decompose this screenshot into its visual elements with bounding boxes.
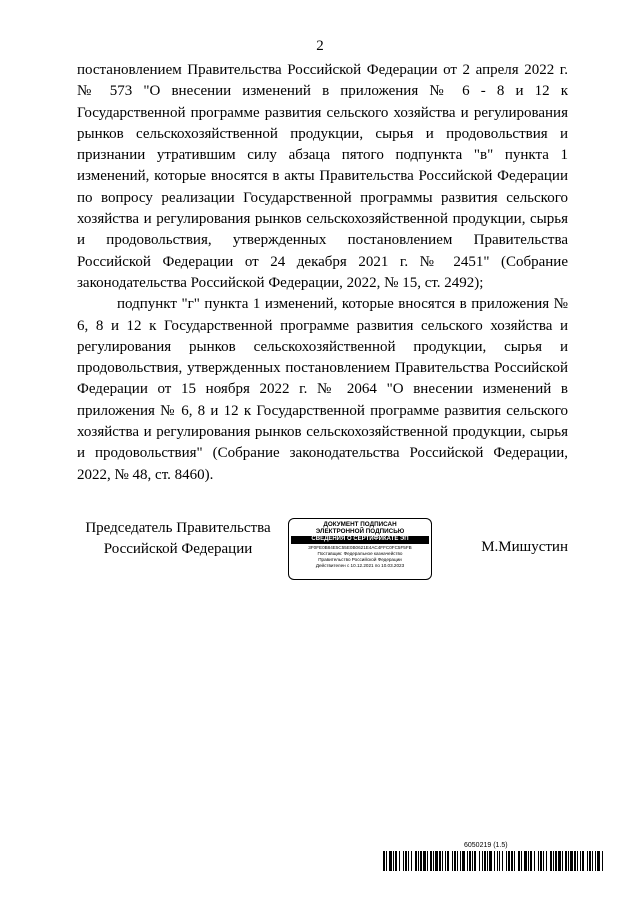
barcode-bar [602,851,603,871]
stamp-title-line-2: ЭЛЕКТРОННОЙ ПОДПИСЬЮ [315,528,405,535]
signatory-name: М.Мишустин [481,539,568,555]
stamp-issuer: Поставщик: Федеральное казначейство [317,550,403,556]
electronic-signature-stamp [288,518,432,580]
paragraph-1: постановлением Правительства Российской Федерации от 2 апреля 2022 г. № 573 "О внесении изменений в приложения № 6 - 8 и 12 к Государственной программе развития сельского хозяйства и регулирования рынков сельскохозяйственной продукции, сырья и продовольствия и признании утратившим силу абзаца пятого подпункта "в" пункта 1 изменений, которые вносятся в акты Правительства Российской Федерации по вопросу реализации Государственной программы развития сельского хозяйства и регулирования рынков сельскохозяйственной продукции, сырья и продовольствия, утвержденных постановлением Правительства Российской Федерации от 24 декабря 2021 г. № 2451" (Собрание законодательства Российской Федерации, 2022, № 15, ст. 2492); [77,62,568,291]
stamp-validity: Действителен с 10.12.2021 по 10.03.2023 [315,562,405,568]
page-number: 2 [316,38,324,54]
barcode [383,851,605,871]
signatory-position [78,518,278,560]
stamp-header: СВЕДЕНИЯ О СЕРТИФИКАТЕ ЭП [291,536,429,544]
stamp-serial: 3F0FE0B84E5C55E0B0621E4AC4FFC0FC5F5FB [308,544,412,550]
stamp-title-line-1: ДОКУМЕНТ ПОДПИСАН [323,521,397,528]
document-body [77,60,568,486]
signatory-position-line-2: Российской Федерации [103,541,253,557]
paragraph-2: подпункт "г" пункта 1 изменений, которые вносятся в приложения № 6, 8 и 12 к Государственной программе развития сельского хозяйства и регулирования рынков сельскохозяйственной продукции, сырья и продовольствия, утвержденных постановлением Правительства Российской Федерации от 15 ноября 2022 г. № 2064 "О внесении изменений в приложения № 6, 8 и 12 к Государственной программе развития сельского хозяйства и регулирования рынков сельскохозяйственной продукции, сырья и продовольствия" (Собрание законодательства Российской Федерации, 2022, № 48, ст. 8460). [77,296,568,483]
barcode-number: 6050219 (1.5) [464,842,508,849]
signatory-position-line-1: Председатель Правительства [85,520,271,536]
stamp-owner: Правительство Российской Федерации [318,556,402,562]
